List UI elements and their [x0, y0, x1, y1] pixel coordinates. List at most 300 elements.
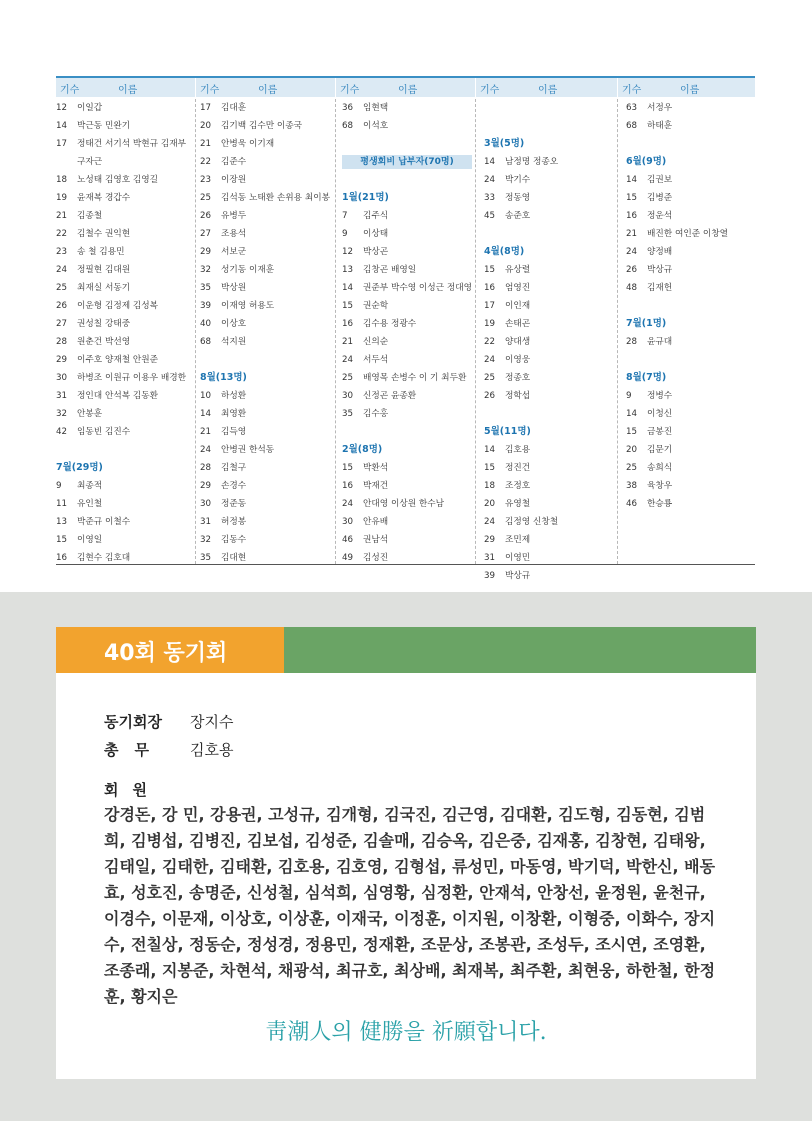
list-item — [200, 405, 339, 423]
member-names: 박기수 — [505, 175, 531, 185]
member-names: 유상렬 — [505, 265, 531, 275]
class-number: 30 — [56, 373, 68, 383]
member-names: 박근동 민완기 — [77, 121, 131, 131]
list-item — [484, 315, 621, 333]
spacer-row — [484, 117, 621, 135]
member-names: 하병조 이원규 이용우 배경한 — [77, 373, 186, 383]
list-item — [626, 441, 760, 459]
member-names: 안병권 한석동 — [221, 445, 275, 455]
list-item — [56, 315, 190, 333]
card-title: 40회 동기회 — [104, 641, 228, 666]
roster-bottom-rule — [56, 564, 755, 565]
roster-rows — [626, 99, 760, 513]
member-names: 유인철 — [77, 499, 103, 509]
member-names: 김병준 — [647, 193, 673, 203]
class-number: 9 — [342, 229, 348, 239]
roster-rows — [56, 99, 190, 567]
member-names: 임동빈 김진수 — [77, 427, 131, 437]
list-item — [626, 405, 760, 423]
list-item — [626, 387, 760, 405]
member-names: 한승룡 — [647, 499, 673, 509]
roster-column — [335, 99, 471, 564]
class-number: 21 — [626, 229, 638, 239]
banner-text: 평생회비 납부자(70명) — [342, 155, 472, 169]
class-number: 31 — [200, 517, 212, 527]
class-number: 11 — [56, 499, 68, 509]
list-item — [56, 189, 190, 207]
list-item — [200, 459, 339, 477]
member-names: 서보군 — [221, 247, 247, 257]
class-number: 36 — [342, 103, 354, 113]
class-number: 15 — [626, 193, 638, 203]
spacer-row — [484, 99, 621, 117]
class-number: 15 — [484, 463, 496, 473]
member-names: 이영웅 — [505, 355, 531, 365]
member-names: 이장원 — [221, 175, 247, 185]
member-names: 원춘건 박선영 — [77, 337, 131, 347]
class-number: 45 — [484, 211, 496, 221]
list-item — [626, 279, 760, 297]
list-item — [56, 531, 190, 549]
class-number: 22 — [484, 337, 496, 347]
class-number: 16 — [342, 481, 354, 491]
class-number: 38 — [626, 481, 638, 491]
list-item — [200, 279, 339, 297]
list-item — [626, 99, 760, 117]
list-item — [56, 333, 190, 351]
header-cell — [195, 78, 336, 97]
member-names: 김대현 — [221, 553, 247, 563]
member-names: 정필현 김대원 — [77, 265, 131, 275]
list-item — [626, 333, 760, 351]
month-heading — [484, 135, 621, 153]
list-item — [484, 333, 621, 351]
class-number: 19 — [56, 193, 68, 203]
month-heading — [626, 369, 760, 387]
member-names: 김동수 — [221, 535, 247, 545]
class-number: 16 — [626, 211, 638, 221]
list-item — [56, 369, 190, 387]
month-heading-text: 2월(8명) — [342, 444, 383, 455]
member-names: 김수홍 — [363, 409, 389, 419]
list-item — [200, 207, 339, 225]
list-item — [342, 513, 477, 531]
month-heading — [484, 243, 621, 261]
member-names: 이인재 — [505, 301, 531, 311]
class-number: 24 — [342, 499, 354, 509]
class-number: 12 — [56, 103, 68, 113]
roster-table — [56, 76, 755, 581]
member-names: 송희식 — [647, 463, 673, 473]
member-names: 하성환 — [221, 391, 247, 401]
list-item — [484, 261, 621, 279]
class-number: 9 — [56, 481, 62, 491]
member-names: 이상태 — [363, 229, 389, 239]
member-names: 이주호 양재철 안원준 — [77, 355, 159, 365]
list-item — [200, 477, 339, 495]
member-names: 이석호 — [363, 121, 389, 131]
class-number: 15 — [626, 427, 638, 437]
class-number: 31 — [56, 391, 68, 401]
list-item — [626, 495, 760, 513]
list-item — [200, 171, 339, 189]
class-number: 23 — [200, 175, 212, 185]
member-names: 배진한 여인준 이창열 — [647, 229, 729, 239]
secretary-name: 김호용 — [190, 741, 234, 759]
list-item — [56, 405, 190, 423]
list-item — [200, 225, 339, 243]
member-names: 박상규 — [647, 265, 673, 275]
spacer-row — [342, 171, 477, 189]
member-names: 김철수 권익현 — [77, 229, 131, 239]
member-names: 안대영 이상원 한수남 — [363, 499, 445, 509]
header-class-label: 기수 — [200, 85, 220, 96]
class-number: 29 — [200, 247, 212, 257]
class-number: 26 — [200, 211, 212, 221]
class-number: 7 — [342, 211, 348, 221]
class-number: 17 — [200, 103, 212, 113]
member-names: 김호용 — [505, 445, 531, 455]
class-number: 24 — [484, 355, 496, 365]
member-names: 손태곤 — [505, 319, 531, 329]
member-names: 박준규 이철수 — [77, 517, 131, 527]
month-heading-text: 7월(29명) — [56, 462, 103, 473]
class-number: 27 — [200, 229, 212, 239]
month-heading — [342, 441, 477, 459]
member-names: 유영철 — [505, 499, 531, 509]
month-heading — [56, 459, 190, 477]
class-number: 16 — [484, 283, 496, 293]
member-names: 이영일 — [77, 535, 103, 545]
member-names: 안병욱 이기재 — [221, 139, 275, 149]
roster-rows — [342, 99, 477, 567]
member-names: 이재영 허용도 — [221, 301, 275, 311]
list-item — [626, 117, 760, 135]
member-names: 김준수 — [221, 157, 247, 167]
member-names: 안유배 — [363, 517, 389, 527]
list-item — [626, 423, 760, 441]
member-names: 노성태 김영호 김영길 — [77, 175, 159, 185]
list-item — [56, 297, 190, 315]
class-number: 21 — [200, 139, 212, 149]
class-number: 46 — [342, 535, 354, 545]
spacer-row — [342, 423, 477, 441]
member-names: 김권보 — [647, 175, 673, 185]
class-number: 40 — [200, 319, 212, 329]
list-item — [484, 297, 621, 315]
class-number: 32 — [200, 265, 212, 275]
list-item — [484, 207, 621, 225]
member-names: 김철구 — [221, 463, 247, 473]
list-item — [484, 441, 621, 459]
header-name-label: 이름 — [680, 85, 700, 96]
class-number: 14 — [626, 409, 638, 419]
header-cell — [335, 78, 476, 97]
list-item — [56, 387, 190, 405]
member-names: 금봉진 — [647, 427, 673, 437]
class-number: 14 — [342, 283, 354, 293]
list-item — [484, 459, 621, 477]
list-item — [484, 495, 621, 513]
list-item — [484, 189, 621, 207]
member-names: 임현택 — [363, 103, 389, 113]
class-number: 30 — [342, 517, 354, 527]
member-names: 조용석 — [221, 229, 247, 239]
class-number: 14 — [484, 157, 496, 167]
list-item — [626, 189, 760, 207]
member-names: 이일갑 — [77, 103, 103, 113]
list-item — [56, 243, 190, 261]
class-number: 30 — [342, 391, 354, 401]
class-number: 15 — [342, 463, 354, 473]
member-names: 신의순 — [363, 337, 389, 347]
class-number: 18 — [56, 175, 68, 185]
month-heading — [626, 315, 760, 333]
list-item — [342, 297, 477, 315]
member-names: 남정명 정종오 — [505, 157, 559, 167]
member-names: 구자근 — [77, 157, 103, 167]
class-number: 12 — [342, 247, 354, 257]
member-names: 정운석 — [647, 211, 673, 221]
class-number: 24 — [484, 175, 496, 185]
list-item — [342, 315, 477, 333]
class-number: 13 — [56, 517, 68, 527]
member-names: 안봉훈 — [77, 409, 103, 419]
list-item — [342, 243, 477, 261]
spacer-row — [200, 351, 339, 369]
list-item — [56, 351, 190, 369]
member-names: 최영환 — [221, 409, 247, 419]
list-item — [56, 99, 190, 117]
list-item — [200, 261, 339, 279]
motto-text: 靑潮人의 健勝을 祈願합니다. — [265, 1020, 547, 1045]
list-item — [56, 171, 190, 189]
member-names: 박상곤 — [363, 247, 389, 257]
list-item — [626, 207, 760, 225]
class-number: 25 — [342, 373, 354, 383]
class-number: 26 — [484, 391, 496, 401]
chair-name: 장지수 — [190, 713, 234, 731]
class-number: 17 — [56, 139, 68, 149]
list-item — [56, 117, 190, 135]
class-number: 14 — [56, 121, 68, 131]
list-item — [484, 477, 621, 495]
secretary-label: 총무 — [104, 741, 165, 759]
class-number: 39 — [484, 571, 496, 581]
member-names: 김성진 — [363, 553, 389, 563]
list-item — [200, 333, 339, 351]
member-names: 권순학 — [363, 301, 389, 311]
list-item — [56, 513, 190, 531]
list-item — [200, 315, 339, 333]
class-number: 16 — [342, 319, 354, 329]
class-number: 15 — [56, 535, 68, 545]
member-names: 이운형 김정제 김성복 — [77, 301, 159, 311]
class-number: 49 — [342, 553, 354, 563]
class-number: 25 — [484, 373, 496, 383]
class-number: 17 — [484, 301, 496, 311]
member-names: 최종적 — [77, 481, 103, 491]
member-names: 손경수 — [221, 481, 247, 491]
card-title-tab — [56, 627, 284, 673]
list-item — [200, 153, 339, 171]
member-names: 김주식 — [363, 211, 389, 221]
list-item — [342, 459, 477, 477]
class-number: 24 — [626, 247, 638, 257]
member-names: 윤재복 경갑수 — [77, 193, 131, 203]
header-cell — [617, 78, 756, 97]
members-list: 강경돈, 강 민, 강용권, 고성규, 김개형, 김국진, 김근영, 김대환, 김도형, 김동현, 김범희, 김병섭, 김병진, 김보섭, 김성준, 김솔매, 김승옥, 김은중, 김재홍, 김창현, 김태왕, 김태일, 김태한, 김태환, 김호용, 김호영, 김형섭, 류성민, 마동영, 박기덕, 박한신, 배동효, 성호진, 송명준, 신성철, 심석희, 심영황, 심정환, 안재석, 안창선, 윤정원, 윤천규, 이경수, 이문재, 이상호, 이상훈, 이재국, 이정훈, 이지원, 이창환, 이형중, 이화수, 장지수, 전칠상, 정동순, 정성경, 정용민, 정재환, 조문상, 조봉관, 조성두, 조시연, 조영환, 조종래, 지봉준, 차현석, 채광석, 최규호, 최상배, 최재복, 최주환, 최현웅, 하한철, 한정훈, 황지은 — [104, 805, 716, 1006]
list-item — [342, 117, 477, 135]
member-names: 양대생 — [505, 337, 531, 347]
member-names: 김현수 김호대 — [77, 553, 131, 563]
member-names: 김기백 김수만 이종국 — [221, 121, 303, 131]
month-heading — [484, 423, 621, 441]
list-item — [484, 279, 621, 297]
alumni-section — [0, 592, 812, 1121]
list-item — [626, 261, 760, 279]
spacer-row — [626, 135, 760, 153]
member-names: 정동영 — [505, 193, 531, 203]
class-number: 19 — [484, 319, 496, 329]
month-heading-text: 4월(8명) — [484, 246, 525, 257]
month-heading — [342, 189, 477, 207]
list-item — [200, 441, 339, 459]
roster-rows — [484, 99, 621, 585]
class-number: 35 — [200, 553, 212, 563]
member-names: 정준동 — [221, 499, 247, 509]
member-names: 송준호 — [505, 211, 531, 221]
member-names: 서정우 — [647, 103, 673, 113]
class-number: 31 — [484, 553, 496, 563]
member-names: 성기동 이재훈 — [221, 265, 275, 275]
chair-label: 동기회장 — [104, 713, 162, 731]
class-number: 21 — [342, 337, 354, 347]
class-number: 15 — [342, 301, 354, 311]
list-item — [484, 369, 621, 387]
class-number: 22 — [56, 229, 68, 239]
member-names: 박환석 — [363, 463, 389, 473]
list-item — [56, 477, 190, 495]
class-number: 22 — [200, 157, 212, 167]
member-names: 김대훈 — [221, 103, 247, 113]
month-heading-text: 1월(21명) — [342, 192, 389, 203]
list-item — [342, 387, 477, 405]
member-names: 정종호 — [505, 373, 531, 383]
list-item — [484, 567, 621, 585]
class-number: 24 — [200, 445, 212, 455]
class-number: 24 — [342, 355, 354, 365]
spacer-row — [484, 405, 621, 423]
member-names: 조정호 — [505, 481, 531, 491]
class-number: 15 — [484, 265, 496, 275]
class-number: 29 — [484, 535, 496, 545]
class-number: 25 — [626, 463, 638, 473]
class-number: 14 — [626, 175, 638, 185]
list-item — [626, 477, 760, 495]
member-names: 이상호 — [221, 319, 247, 329]
spacer-row — [626, 351, 760, 369]
list-item — [56, 153, 190, 171]
month-heading-text: 5월(11명) — [484, 426, 531, 437]
month-heading — [200, 369, 339, 387]
member-names: 김수용 정광수 — [363, 319, 417, 329]
list-item — [484, 513, 621, 531]
list-item — [56, 423, 190, 441]
header-name-label: 이름 — [118, 85, 138, 96]
member-names: 정태건 서기석 박현규 김재부 — [77, 139, 186, 149]
spacer-row — [342, 135, 477, 153]
class-number: 20 — [626, 445, 638, 455]
list-item — [56, 225, 190, 243]
list-item — [484, 351, 621, 369]
list-item — [342, 225, 477, 243]
month-heading-text: 6월(9명) — [626, 156, 667, 167]
member-names: 정진건 — [505, 463, 531, 473]
list-item — [342, 279, 477, 297]
list-item — [200, 297, 339, 315]
list-item — [200, 387, 339, 405]
class-number: 30 — [200, 499, 212, 509]
list-item — [200, 531, 339, 549]
month-heading — [626, 153, 760, 171]
class-number: 29 — [56, 355, 68, 365]
member-names: 이청신 — [647, 409, 673, 419]
roster-column — [56, 99, 190, 564]
list-item — [484, 387, 621, 405]
member-names: 육창우 — [647, 481, 673, 491]
list-item — [200, 99, 339, 117]
class-number: 21 — [56, 211, 68, 221]
roster-rows — [200, 99, 339, 567]
list-item — [342, 495, 477, 513]
list-item — [200, 135, 339, 153]
member-names: 양정배 — [647, 247, 673, 257]
member-names: 정학섭 — [505, 391, 531, 401]
member-names: 정병수 — [647, 391, 673, 401]
class-number: 35 — [200, 283, 212, 293]
class-number: 32 — [200, 535, 212, 545]
member-names: 권남석 — [363, 535, 389, 545]
member-names: 배영목 손병수 이 기 최두환 — [363, 373, 467, 383]
member-names: 유병두 — [221, 211, 247, 221]
member-names: 석지원 — [221, 337, 247, 347]
class-number: 25 — [56, 283, 68, 293]
list-item — [484, 153, 621, 171]
list-item — [200, 189, 339, 207]
member-names: 김득영 — [221, 427, 247, 437]
class-number: 32 — [56, 409, 68, 419]
member-names: 서두석 — [363, 355, 389, 365]
class-number: 63 — [626, 103, 638, 113]
list-item — [56, 207, 190, 225]
list-item — [200, 513, 339, 531]
member-names: 박상규 — [505, 571, 531, 581]
header-class-label: 기수 — [622, 85, 642, 96]
list-item — [626, 171, 760, 189]
class-number: 26 — [56, 301, 68, 311]
list-item — [56, 135, 190, 153]
header-class-label: 기수 — [60, 85, 80, 96]
roster-column — [195, 99, 335, 564]
lifetime-fee-banner — [342, 153, 477, 171]
list-item — [56, 279, 190, 297]
header-name-label: 이름 — [258, 85, 278, 96]
list-item — [626, 225, 760, 243]
header-name-label: 이름 — [398, 85, 418, 96]
member-names: 권성칠 강태중 — [77, 319, 131, 329]
list-item — [484, 531, 621, 549]
